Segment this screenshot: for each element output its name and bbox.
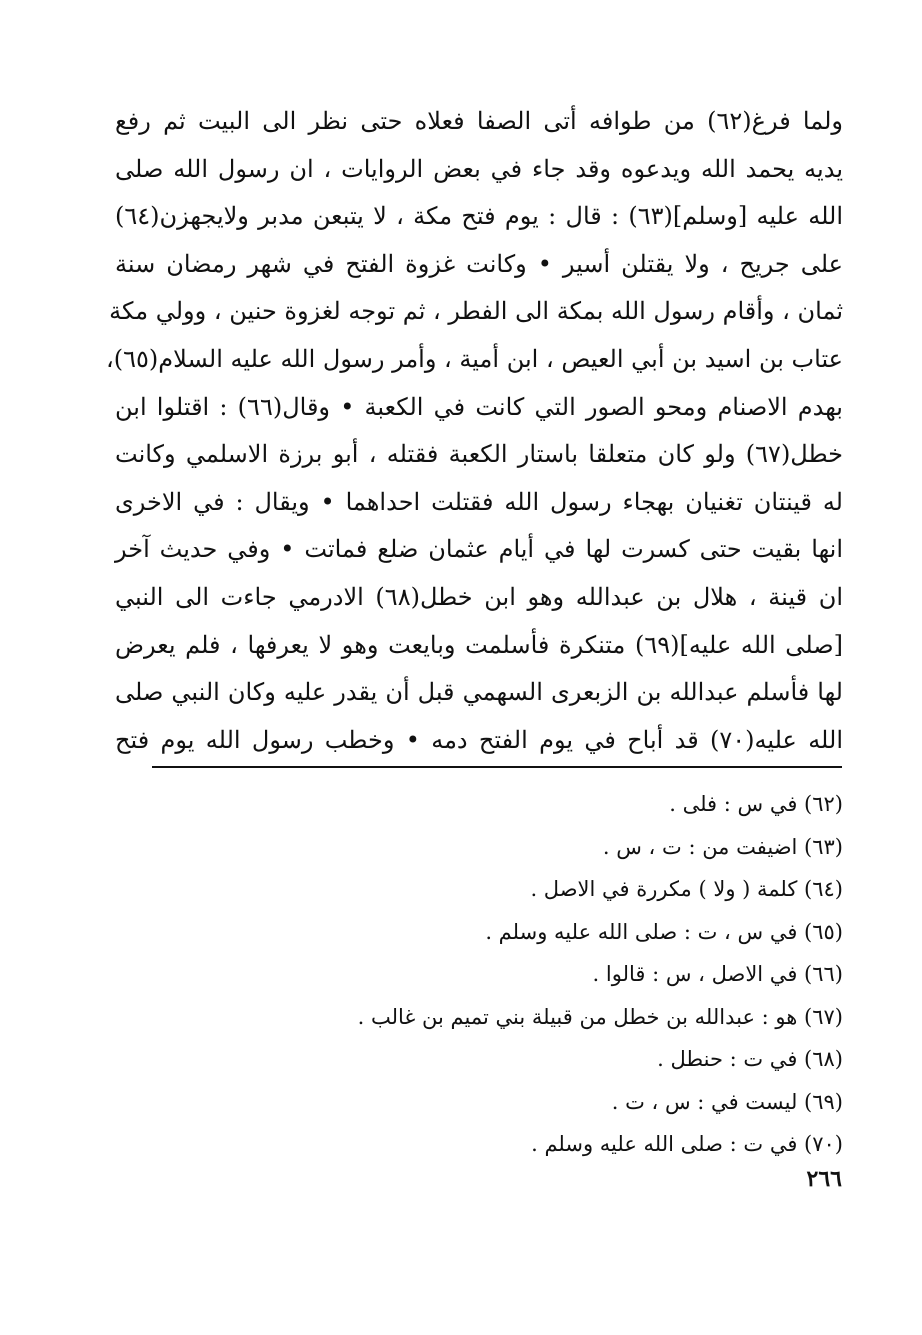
text-line: ولما فرغ(٦٢) من طوافه أتى الصفا فعلاه حتى نظر الى البيت ثم رفع — [115, 107, 844, 135]
text-line: الله عليه(٧٠) قد أباح في يوم الفتح دمه • وخطب رسول الله يوم فتح — [115, 725, 843, 754]
text-line: عتاب بن اسيد بن أبي العيص ، ابن أمية ، وأمر رسول الله عليه السلام(٦٥)، — [106, 344, 843, 373]
footnote: (٦٧) هو : عبدالله بن خطل من قبيلة بني تميم بن غالب . — [357, 1004, 843, 1029]
text-line: خطل(٦٧) ولو كان متعلقا باستار الكعبة فقتله ، أبو برزة الاسلمي وكانت — [115, 440, 843, 469]
text-line: على جريح ، ولا يقتلن أسير • وكانت غزوة الفتح في شهر رمضان سنة — [115, 249, 843, 278]
page-number: ٢٦٦ — [806, 1166, 842, 1192]
footnote: (٦٤) كلمة ( ولا ) مكررة في الاصل . — [530, 877, 843, 901]
text-line: الله عليه [وسلم](٦٣) : قال : يوم فتح مكة ، لا يتبعن مدبر ولايجهزن(٦٤) — [115, 202, 843, 231]
footnote: (٧٠) في ت : صلى الله عليه وسلم . — [531, 1132, 843, 1156]
text-line: له قينتان تغنيان بهجاء رسول الله فقتلت احداهما • ويقال : في الاخرى — [115, 487, 843, 516]
footnote-separator — [152, 766, 842, 768]
footnote: (٦٥) في س ، ت : صلى الله عليه وسلم . — [485, 919, 843, 944]
text-line: ثمان ، وأقام رسول الله بمكة الى الفطر ، ثم توجه لغزوة حنين ، وولي مكة — [109, 297, 843, 326]
text-line: يديه يحمد الله ويدعوه وقد جاء في بعض الروايات ، ان رسول الله صلى — [115, 154, 843, 183]
text-line: لها فأسلم عبدالله بن الزبعرى السهمي قبل أن يقدر عليه وكان النبي صلى — [115, 678, 843, 707]
main-text-block — [106, 98, 844, 764]
footnote: (٦٩) ليست في : س ، ت . — [611, 1089, 843, 1114]
text-line: [صلى الله عليه](٦٩) متنكرة فأسلمت وبايعت وهو لا يعرفها ، فلم يعرض — [115, 630, 844, 659]
footnote: (٦٦) في الاصل ، س : قالوا . — [592, 962, 843, 986]
text-line: بهدم الاصنام ومحو الصور التي كانت في الكعبة • وقال(٦٦) : اقتلوا ابن — [115, 392, 843, 421]
footnote: (٦٣) اضيفت من : ت ، س . — [602, 834, 843, 859]
footnotes-block — [150, 783, 843, 1166]
text-line: انها بقيت حتى كسرت لها في أيام عثمان ضلع فماتت • وفي حديث آخر — [115, 535, 843, 564]
text-line: ان قينة ، هلال بن عبدالله وهو ابن خطل(٦٨) الادرمي جاءت الى النبي — [115, 582, 843, 611]
footnote: (٦٨) في ت : حنطل . — [657, 1047, 843, 1071]
footnote: (٦٢) في س : فلى . — [669, 792, 843, 816]
